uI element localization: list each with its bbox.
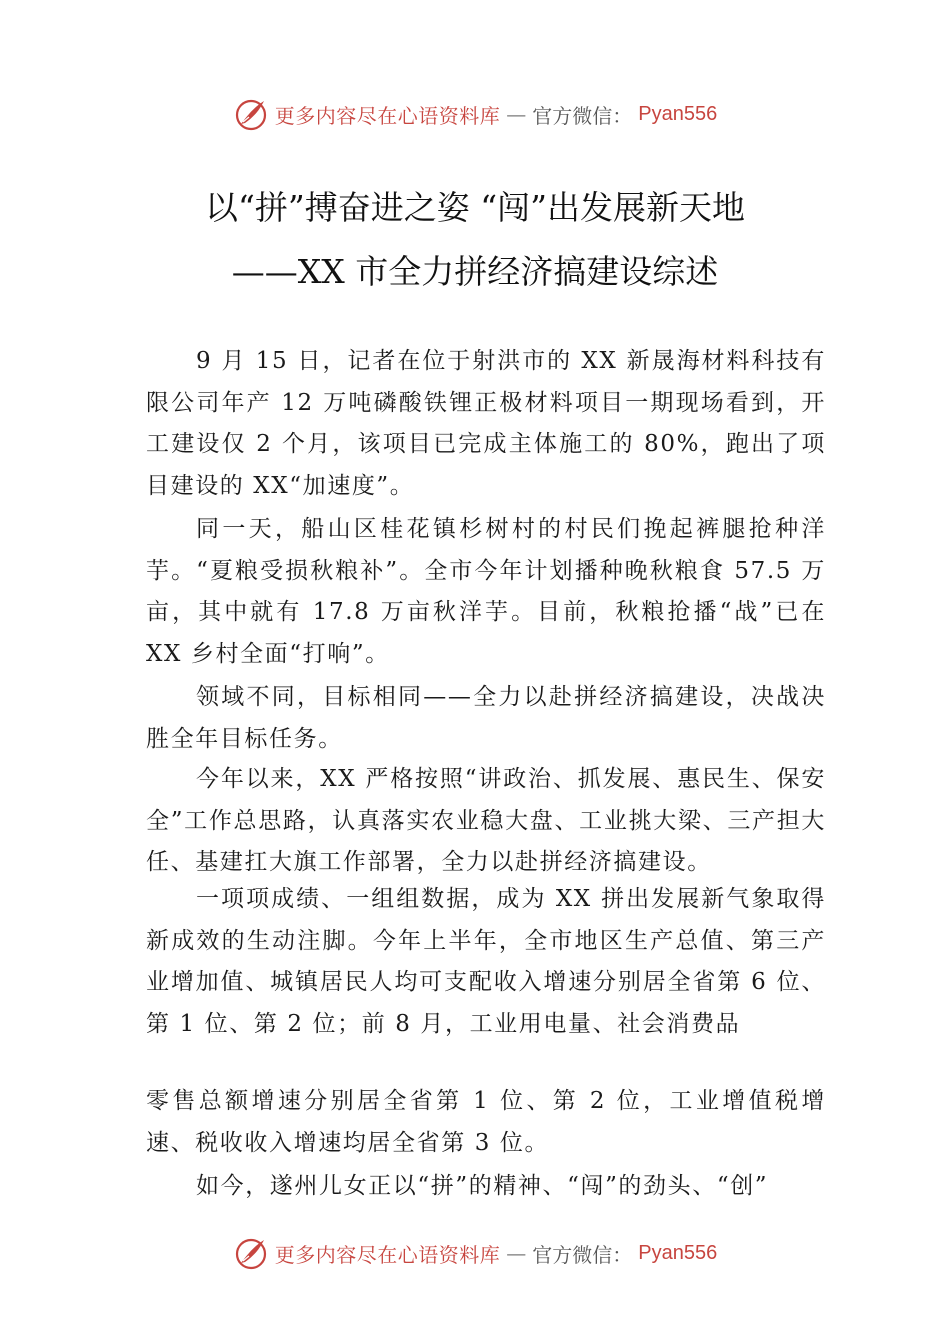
page-title: 以“拼”搏奋进之姿 “闯”出发展新天地 <box>205 188 745 227</box>
paragraph-2: 同一天，船山区桂花镇杉树村的村民们挽起裤腿抢种洋芋。“夏粮受损秋粮补”。全市今年计划播种晚秋粮食 57.5 万亩，其中就有 17.8 万亩秋洋芋。目前，秋粮抢播“战”已在 XX 乡村全面“打响”。 <box>146 516 826 667</box>
page-subtitle: ——XX 市全力拼经济搞建设综述 <box>231 252 719 291</box>
paragraph-1: 9 月 15 日，记者在位于射洪市的 XX 新晟海材料科技有限公司年产 12 万吨磷酸铁锂正极材料项目一期现场看到，开工建设仅 2 个月，该项目已完成主体施工的 80%，跑出了项目建设的 XX“加速度”。 <box>146 348 826 499</box>
banner-text: 更多内容尽在心语资料库 <box>274 103 501 128</box>
banner-separator: — <box>506 1241 527 1265</box>
quill-logo-icon <box>233 1235 269 1271</box>
banner-wechat-id: Pyan556 <box>638 102 718 125</box>
header-banner <box>0 94 950 134</box>
quill-logo-icon <box>233 96 269 132</box>
footer-banner <box>0 1233 950 1273</box>
paragraph-5: 一项项成绩、一组组数据，成为 XX 拼出发展新气象取得新成效的生动注脚。今年上半年，全市地区生产总值、第三产业增加值、城镇居民人均可支配收入增速分别居全省第 6 位、第 1 位、第 2 位；前 8 月，工业用电量、社会消费品 <box>146 886 826 1037</box>
paragraph-5-continued: 零售总额增速分别居全省第 1 位、第 2 位，工业增值税增速、税收收入增速均居全省第 3 位。 <box>146 1088 826 1156</box>
banner-separator: — <box>506 102 527 126</box>
paragraph-4: 今年以来，XX 严格按照“讲政治、抓发展、惠民生、保安全”工作总思路，认真落实农业稳大盘、工业挑大梁、三产担大任、基建扛大旗工作部署，全力以赴拼经济搞建设。 <box>146 766 826 875</box>
paragraph-6: 如今，遂州儿女正以“拼”的精神、“闯”的劲头、“创” <box>196 1173 769 1199</box>
paragraph-3: 领域不同，目标相同——全力以赴拼经济搞建设，决战决胜全年目标任务。 <box>146 684 826 752</box>
banner-wechat-id: Pyan556 <box>638 1241 718 1264</box>
banner-wechat-label: 官方微信： <box>532 103 633 128</box>
banner-text: 更多内容尽在心语资料库 <box>274 1242 501 1267</box>
banner-wechat-label: 官方微信： <box>532 1242 633 1267</box>
